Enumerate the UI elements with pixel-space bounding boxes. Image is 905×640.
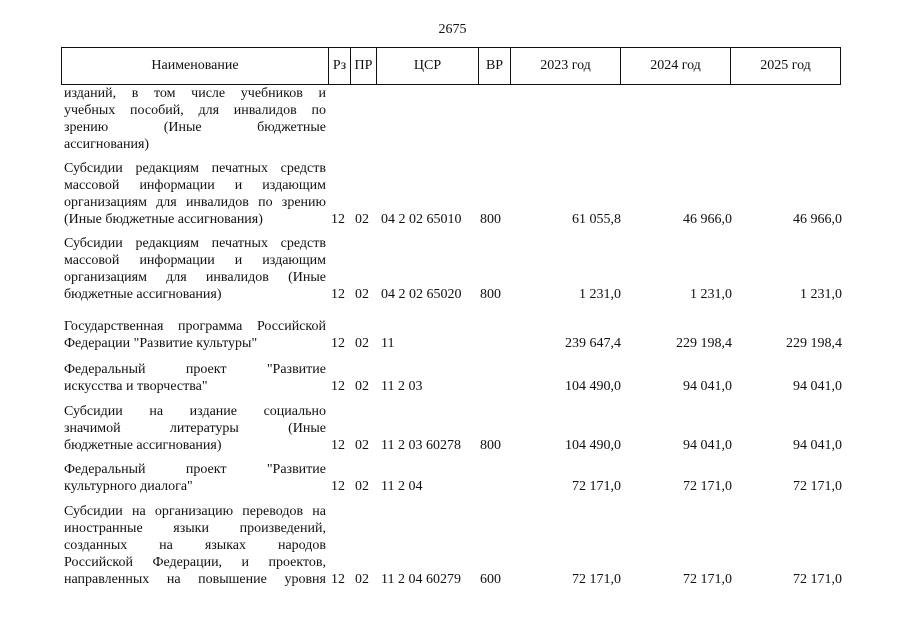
cell-csr: 04 2 02 65020 <box>381 287 462 302</box>
cell-y2025: 46 966,0 <box>793 212 842 227</box>
cell-vr: 800 <box>480 212 501 227</box>
header-name: Наименование <box>62 48 329 85</box>
row-name <box>64 160 326 228</box>
cell-vr: 600 <box>480 572 501 587</box>
cell-y2023: 104 490,0 <box>565 438 621 453</box>
cell-pr: 02 <box>355 572 369 587</box>
row-name-line: изданий, в том числе учебников и <box>64 86 326 101</box>
row-name-line: организациям для инвалидов (Иные <box>64 270 326 285</box>
header-pr: ПР <box>351 48 377 85</box>
row-name <box>64 235 326 303</box>
cell-pr: 02 <box>355 336 369 351</box>
row-name-line: направленных на повышение уровня <box>64 572 326 587</box>
row-name <box>64 403 326 454</box>
row-name <box>64 318 326 352</box>
cell-y2025: 1 231,0 <box>800 287 842 302</box>
cell-y2025: 72 171,0 <box>793 479 842 494</box>
header-2025: 2025 год <box>731 48 841 85</box>
row-name-line: организациям для инвалидов по зрению <box>64 195 326 210</box>
row-name-line: зрению (Иные бюджетные <box>64 120 326 135</box>
cell-rz: 12 <box>331 438 345 453</box>
row-name-line: Субсидии на издание социально <box>64 404 326 419</box>
cell-csr: 04 2 02 65010 <box>381 212 462 227</box>
cell-y2023: 239 647,4 <box>565 336 621 351</box>
row-name-line: Субсидии редакциям печатных средств <box>64 236 326 251</box>
cell-csr: 11 2 03 <box>381 379 423 394</box>
row-name <box>64 85 326 153</box>
row-name-line: бюджетные ассигнования) <box>64 287 222 302</box>
cell-csr: 11 2 04 60279 <box>381 572 461 587</box>
row-name-line: Федеральный проект "Развитие <box>64 462 326 477</box>
cell-y2023: 72 171,0 <box>572 479 621 494</box>
row-name-line: Государственная программа Российской <box>64 319 326 334</box>
row-name-line: значимой литературы (Иные <box>64 421 326 436</box>
cell-vr: 800 <box>480 438 501 453</box>
row-name <box>64 503 326 588</box>
cell-y2023: 72 171,0 <box>572 572 621 587</box>
cell-rz: 12 <box>331 212 345 227</box>
cell-pr: 02 <box>355 379 369 394</box>
cell-csr: 11 2 04 <box>381 479 423 494</box>
row-name-line: учебных пособий, для инвалидов по <box>64 103 326 118</box>
row-name-line: Федеральный проект "Развитие <box>64 362 326 377</box>
cell-y2023: 61 055,8 <box>572 212 621 227</box>
cell-y2024: 229 198,4 <box>676 336 732 351</box>
row-name-line: иностранные языки произведений, <box>64 521 326 536</box>
cell-y2025: 94 041,0 <box>793 438 842 453</box>
row-name-line: массовой информации и издающим <box>64 253 326 268</box>
header-csr: ЦСР <box>377 48 479 85</box>
cell-y2025: 229 198,4 <box>786 336 842 351</box>
cell-y2024: 72 171,0 <box>683 479 732 494</box>
header-vr: ВР <box>479 48 511 85</box>
cell-pr: 02 <box>355 479 369 494</box>
cell-rz: 12 <box>331 572 345 587</box>
row-name <box>64 361 326 395</box>
cell-y2024: 1 231,0 <box>690 287 732 302</box>
cell-rz: 12 <box>331 479 345 494</box>
row-name <box>64 461 326 495</box>
row-name-line: Федерации "Развитие культуры" <box>64 336 258 351</box>
cell-y2024: 94 041,0 <box>683 438 732 453</box>
cell-pr: 02 <box>355 287 369 302</box>
cell-csr: 11 <box>381 336 395 351</box>
row-name-line: (Иные бюджетные ассигнования) <box>64 212 263 227</box>
cell-pr: 02 <box>355 212 369 227</box>
cell-vr: 800 <box>480 287 501 302</box>
header-2024: 2024 год <box>621 48 731 85</box>
row-name-line: культурного диалога" <box>64 479 193 494</box>
row-name-line: Российской Федерации, и проектов, <box>64 555 326 570</box>
cell-rz: 12 <box>331 336 345 351</box>
row-name-line: массовой информации и издающим <box>64 178 326 193</box>
row-name-line: Субсидии на организацию переводов на <box>64 504 326 519</box>
header-row <box>62 48 841 85</box>
row-name-line: Субсидии редакциям печатных средств <box>64 161 326 176</box>
header-rz: Рз <box>329 48 351 85</box>
cell-y2025: 94 041,0 <box>793 379 842 394</box>
row-name-line: созданных на языках народов <box>64 538 326 553</box>
cell-pr: 02 <box>355 438 369 453</box>
table-header <box>61 47 841 85</box>
cell-rz: 12 <box>331 287 345 302</box>
cell-csr: 11 2 03 60278 <box>381 438 461 453</box>
cell-y2024: 94 041,0 <box>683 379 732 394</box>
cell-rz: 12 <box>331 379 345 394</box>
cell-y2024: 46 966,0 <box>683 212 732 227</box>
row-name-line: искусства и творчества" <box>64 379 208 394</box>
cell-y2025: 72 171,0 <box>793 572 842 587</box>
row-name-line: бюджетные ассигнования) <box>64 438 222 453</box>
cell-y2023: 104 490,0 <box>565 379 621 394</box>
header-2023: 2023 год <box>511 48 621 85</box>
cell-y2023: 1 231,0 <box>579 287 621 302</box>
page-number: 2675 <box>438 22 467 37</box>
cell-y2024: 72 171,0 <box>683 572 732 587</box>
row-name-line: ассигнования) <box>64 137 150 152</box>
